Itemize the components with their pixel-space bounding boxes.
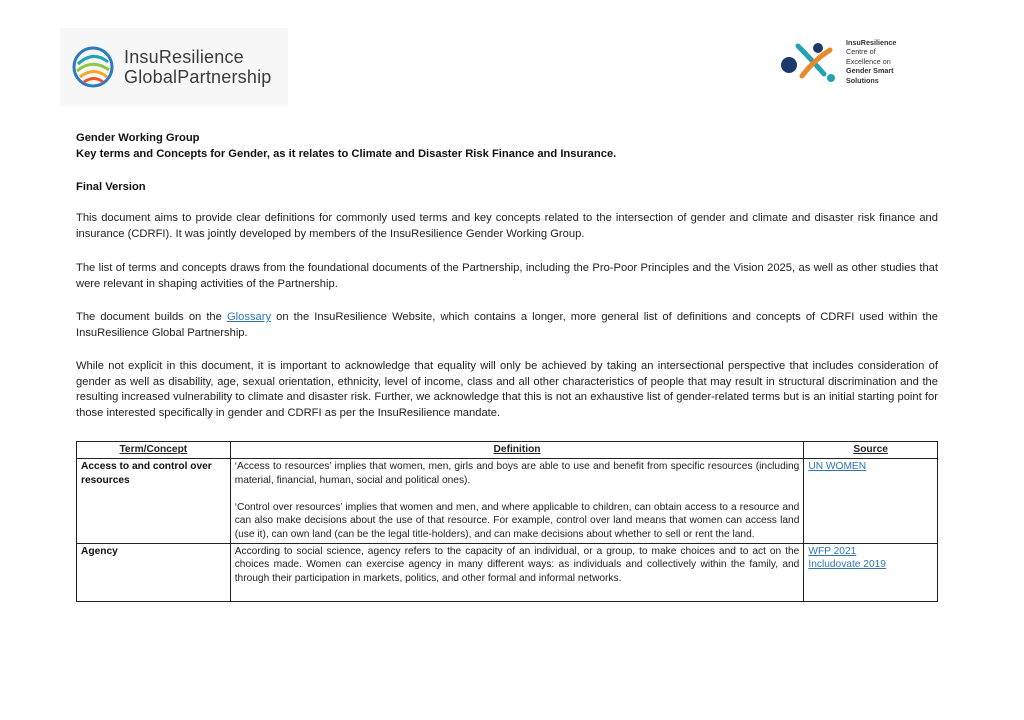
intersectional-paragraph (76, 359, 938, 421)
paragraph-text: This document aims to provide clear definitions for commonly used terms and key concepts related to the intersection of gender and climate and disaster risk finance and insurance (CDRFI). It was jointly developed by members of the InsuResilience Gender Working Group. (76, 212, 938, 240)
source-link-un-women[interactable]: UN WOMEN (808, 461, 867, 472)
term-cell: Agency (77, 543, 231, 601)
paragraph-text: While not explicit in this document, it is important to acknowledge that equality will only be achieved by taking an intersectional perspective that includes consideration of gender as well as disability, age, sexual orientation, ethnicity, level of income, class and all other characteristics of people that may result in structural discrimination and the resulting increased vulnerability to climate and disaster risk. Further, we acknowledge that this is not an exhaustive list of gender-related terms but is an initial starting point for those interested specifically in gender and CDRFI as per the InsuResilience mandate. (76, 360, 938, 419)
logo-line1: InsuResilience (124, 47, 244, 67)
centre-logo-line: Centre of (846, 47, 876, 57)
source-link-includovate-2019[interactable]: Includovate 2019 (808, 559, 886, 571)
table-header-row (77, 442, 938, 459)
table-row (77, 459, 938, 544)
doc-subtitle: Key terms and Concepts for Gender, as it relates to Climate and Disaster Risk Finance and Insurance. (76, 148, 617, 160)
definition-cell (230, 459, 804, 544)
source-link-wfp-2021[interactable]: WFP 2021 (808, 545, 857, 557)
sources-paragraph (76, 261, 938, 292)
version-label: Final Version (76, 181, 146, 193)
source-column-header: Source (804, 442, 938, 459)
insuresilience-logo (60, 28, 288, 106)
paragraph-text (76, 310, 938, 341)
terms-table (76, 441, 938, 602)
definition-text: ‘Control over resources’ implies that women and men, and where applicable to children, can obtain access to a resource and can also make decisions about the use of that resource. For example, control over land means that women can access land (use it), can own land (can be the legal title-holders), and can make decisions about whether to sell or rent the land. (234, 501, 800, 540)
term-cell: Access to and control over resources (77, 459, 231, 544)
source-cell (804, 543, 938, 601)
centre-logo-line: InsuResilience (846, 38, 897, 47)
para-text-after: on the InsuResilience Website, which contains a longer, more general list of definitions and concepts of CDRFI used within the InsuResilience Global Partnership. (76, 311, 938, 339)
centre-logo-line: Solutions (846, 75, 879, 85)
group-title: Gender Working Group (76, 132, 200, 144)
definition-column-header: Definition (230, 442, 804, 459)
glossary-link[interactable]: Glossary (226, 311, 272, 323)
intro-paragraph (76, 211, 938, 242)
centre-of-excellence-logo (780, 38, 940, 96)
table-row (77, 543, 938, 601)
dots-cross-icon (780, 40, 838, 84)
logo-wordmark (124, 47, 271, 87)
swirl-globe-icon (72, 46, 114, 88)
paragraph-text: The list of terms and concepts draws from the foundational documents of the Partnership, including the Pro-Poor Principles and the Vision 2025, as well as other studies that were relevant in shaping activities of the Partnership. (76, 262, 938, 290)
source-cell (804, 459, 938, 544)
para-text-before: The document builds on the (76, 311, 227, 323)
centre-logo-line: Excellence on (846, 56, 891, 66)
centre-logo-line: Gender Smart (846, 66, 894, 76)
logo-line2: GlobalPartnership (124, 67, 272, 87)
glossary-paragraph (76, 310, 938, 341)
centre-logo-text (846, 38, 896, 85)
term-column-header: Term/Concept (77, 442, 231, 459)
definition-cell (230, 543, 804, 601)
definition-text: According to social science, agency refers to the capacity of an individual, or a group, to make choices and to act on the choices made. Women can exercise agency in many different ways: as individuals and collectively within the family, and through their participation in markets, politics, and other formal and informal networks. (234, 545, 800, 584)
definition-text: ‘Access to resources’ implies that women, men, girls and boys are able to use and benefit from specific resources (including material, financial, human, social and political ones). (234, 461, 800, 486)
